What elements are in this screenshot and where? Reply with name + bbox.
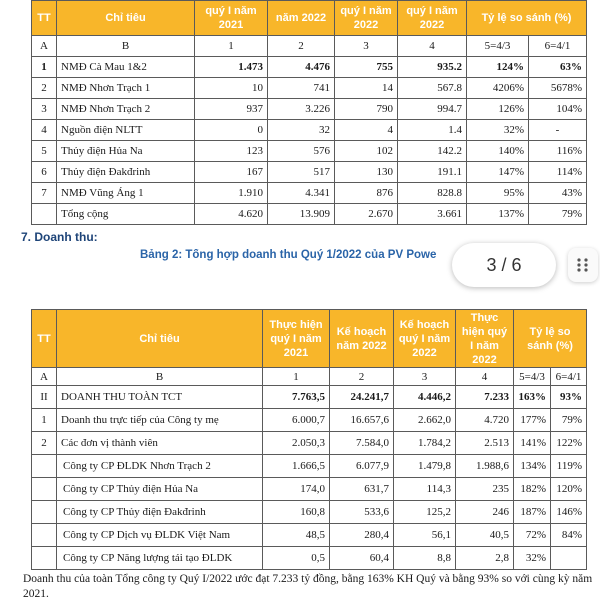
row-ratio: 163% xyxy=(514,386,551,409)
row-name: NMĐ Nhơn Trạch 2 xyxy=(57,99,195,120)
row-name: Công ty CP Dịch vụ ĐLDK Việt Nam xyxy=(57,524,263,547)
row-value: 2.050,3 xyxy=(263,432,330,455)
row-value: 517 xyxy=(268,162,335,183)
row-ratio xyxy=(551,547,587,570)
row-value: 7.233 xyxy=(456,386,514,409)
row-name: Các đơn vị thành viên xyxy=(57,432,263,455)
row-value: 4.446,2 xyxy=(394,386,456,409)
index-cell: B xyxy=(57,36,195,57)
row-value: 6.077,9 xyxy=(330,455,394,478)
row-value: 576 xyxy=(268,141,335,162)
row-value: 2.670 xyxy=(335,204,398,225)
row-ratio: 140% xyxy=(467,141,529,162)
row-value: 48,5 xyxy=(263,524,330,547)
row-tt xyxy=(32,455,57,478)
row-value: 191.1 xyxy=(398,162,467,183)
row-ratio: 95% xyxy=(467,183,529,204)
table-row-total xyxy=(32,204,587,225)
row-value: 2.513 xyxy=(456,432,514,455)
row-value: 790 xyxy=(335,99,398,120)
row-tt xyxy=(32,478,57,501)
row-ratio: 137% xyxy=(467,204,529,225)
row-ratio: 141% xyxy=(514,432,551,455)
row-ratio: 63% xyxy=(529,57,587,78)
row-value: 114,3 xyxy=(394,478,456,501)
index-cell: 1 xyxy=(195,36,268,57)
index-cell: 5=4/3 xyxy=(514,368,551,386)
row-value: 1.910 xyxy=(195,183,268,204)
table-row xyxy=(32,478,587,501)
row-name: NMĐ Vũng Áng 1 xyxy=(57,183,195,204)
row-ratio: 72% xyxy=(514,524,551,547)
table-row xyxy=(32,57,587,78)
table-row xyxy=(32,78,587,99)
index-cell: 2 xyxy=(268,36,335,57)
row-value: 125,2 xyxy=(394,501,456,524)
table-row xyxy=(32,99,587,120)
table-row xyxy=(32,455,587,478)
page-indicator[interactable] xyxy=(452,243,556,287)
index-cell: 3 xyxy=(394,368,456,386)
row-ratio: 116% xyxy=(529,141,587,162)
row-value: 7.584,0 xyxy=(330,432,394,455)
table1-header-row xyxy=(32,1,587,36)
row-value: 3.226 xyxy=(268,99,335,120)
row-ratio: 79% xyxy=(529,204,587,225)
row-value: 4.620 xyxy=(195,204,268,225)
row-value: 3.661 xyxy=(398,204,467,225)
row-value: 102 xyxy=(335,141,398,162)
table2-index-row xyxy=(32,368,587,386)
header-tt: TT xyxy=(32,310,57,368)
row-ratio: 32% xyxy=(514,547,551,570)
row-value: 60,4 xyxy=(330,547,394,570)
header-tt: TT xyxy=(32,1,57,36)
row-ratio: 84% xyxy=(551,524,587,547)
more-options-button[interactable] xyxy=(568,248,598,282)
generation-table xyxy=(31,0,587,225)
table1-index-row xyxy=(32,36,587,57)
row-value: 24.241,7 xyxy=(330,386,394,409)
header-actual-q1-2022: quý I năm 2022 xyxy=(398,1,467,36)
row-name: Nguồn điện NLTT xyxy=(57,120,195,141)
row-value: 0,5 xyxy=(263,547,330,570)
row-value: 235 xyxy=(456,478,514,501)
row-value: 828.8 xyxy=(398,183,467,204)
row-tt: 6 xyxy=(32,162,57,183)
table2-caption: Bảng 2: Tổng hợp doanh thu Quý 1/2022 của PV Powe xyxy=(140,249,437,261)
row-value: 1.988,6 xyxy=(456,455,514,478)
row-name: Thủy điện Đakđrinh xyxy=(57,162,195,183)
header-ratio: Tỷ lệ so sánh (%) xyxy=(514,310,587,368)
row-value: 0 xyxy=(195,120,268,141)
table-row xyxy=(32,524,587,547)
row-name: Thủy điện Hủa Na xyxy=(57,141,195,162)
row-value: 130 xyxy=(335,162,398,183)
table-row xyxy=(32,120,587,141)
row-tt xyxy=(32,524,57,547)
row-tt xyxy=(32,204,57,225)
table-row xyxy=(32,432,587,455)
row-tt xyxy=(32,547,57,570)
row-value: 1.666,5 xyxy=(263,455,330,478)
header-actual-q1-2022: Thực hiện quý I năm 2022 xyxy=(456,310,514,368)
row-ratio: 134% xyxy=(514,455,551,478)
row-tt xyxy=(32,501,57,524)
row-tt: 1 xyxy=(32,57,57,78)
header-plan-q1-2022: Kế hoạch quý I năm 2022 xyxy=(394,310,456,368)
section-title: 7. Doanh thu: xyxy=(21,230,98,244)
row-ratio: 147% xyxy=(467,162,529,183)
index-cell: 2 xyxy=(330,368,394,386)
row-ratio: 126% xyxy=(467,99,529,120)
row-ratio: 4206% xyxy=(467,78,529,99)
page-indicator-label: 3 / 6 xyxy=(486,254,522,275)
row-ratio: 114% xyxy=(529,162,587,183)
row-value: 4.720 xyxy=(456,409,514,432)
row-value: 935.2 xyxy=(398,57,467,78)
row-ratio: - xyxy=(529,120,587,141)
index-cell: 4 xyxy=(398,36,467,57)
row-tt: 3 xyxy=(32,99,57,120)
row-value: 10 xyxy=(195,78,268,99)
row-tt: 2 xyxy=(32,432,57,455)
row-value: 14 xyxy=(335,78,398,99)
row-tt: 2 xyxy=(32,78,57,99)
row-value: 1.4 xyxy=(398,120,467,141)
row-ratio: 122% xyxy=(551,432,587,455)
index-cell: 6=4/1 xyxy=(529,36,587,57)
row-ratio: 187% xyxy=(514,501,551,524)
row-value: 13.909 xyxy=(268,204,335,225)
row-value: 755 xyxy=(335,57,398,78)
row-ratio: 43% xyxy=(529,183,587,204)
row-tt: 4 xyxy=(32,120,57,141)
header-actual-q1-2021: Thực hiện quý I năm 2021 xyxy=(263,310,330,368)
row-value: 1.473 xyxy=(195,57,268,78)
row-value: 246 xyxy=(456,501,514,524)
index-cell: 4 xyxy=(456,368,514,386)
row-tt: 5 xyxy=(32,141,57,162)
table-row xyxy=(32,183,587,204)
row-value: 4.476 xyxy=(268,57,335,78)
header-ratio: Tỷ lệ so sánh (%) xyxy=(467,1,587,36)
index-cell: 6=4/1 xyxy=(551,368,587,386)
row-value: 876 xyxy=(335,183,398,204)
row-name: Công ty CP Thủy điện Hủa Na xyxy=(57,478,263,501)
index-cell: A xyxy=(32,368,57,386)
row-value: 174,0 xyxy=(263,478,330,501)
row-value: 56,1 xyxy=(394,524,456,547)
header-indicator: Chỉ tiêu xyxy=(57,1,195,36)
row-name: Công ty CP Năng lượng tái tạo ĐLDK xyxy=(57,547,263,570)
header-actual-q1-2021: quý I năm 2021 xyxy=(195,1,268,36)
header-plan-2022: Kế hoạch năm 2022 xyxy=(330,310,394,368)
row-value: 994.7 xyxy=(398,99,467,120)
row-ratio: 32% xyxy=(467,120,529,141)
row-ratio: 119% xyxy=(551,455,587,478)
header-plan-q1-2022: quý I năm 2022 xyxy=(335,1,398,36)
index-cell: 5=4/3 xyxy=(467,36,529,57)
row-name: Tổng cộng xyxy=(57,204,195,225)
table-row-total xyxy=(32,386,587,409)
row-value: 16.657,6 xyxy=(330,409,394,432)
row-name: NMĐ Cà Mau 1&2 xyxy=(57,57,195,78)
index-cell: A xyxy=(32,36,57,57)
row-name: Công ty CP Thủy điện Đakđrinh xyxy=(57,501,263,524)
row-value: 142.2 xyxy=(398,141,467,162)
row-value: 123 xyxy=(195,141,268,162)
row-value: 1.784,2 xyxy=(394,432,456,455)
revenue-table xyxy=(31,309,587,570)
row-ratio: 177% xyxy=(514,409,551,432)
table-row xyxy=(32,501,587,524)
row-value: 4 xyxy=(335,120,398,141)
row-value: 32 xyxy=(268,120,335,141)
row-name: Doanh thu trực tiếp của Công ty mẹ xyxy=(57,409,263,432)
revenue-summary-paragraph: Doanh thu của toàn Tổng công ty Quý I/2022 ước đạt 7.233 tỷ đồng, bằng 163% KH Quý và bằng 93% so với cùng kỳ năm 2021. xyxy=(23,573,593,600)
row-ratio: 79% xyxy=(551,409,587,432)
index-cell: 1 xyxy=(263,368,330,386)
row-ratio: 146% xyxy=(551,501,587,524)
row-ratio: 120% xyxy=(551,478,587,501)
index-cell: 3 xyxy=(335,36,398,57)
index-cell: B xyxy=(57,368,263,386)
row-value: 8,8 xyxy=(394,547,456,570)
row-value: 2,8 xyxy=(456,547,514,570)
row-name: NMĐ Nhơn Trạch 1 xyxy=(57,78,195,99)
table-row xyxy=(32,409,587,432)
row-value: 567.8 xyxy=(398,78,467,99)
row-value: 741 xyxy=(268,78,335,99)
row-tt: II xyxy=(32,386,57,409)
table2-header-row xyxy=(32,310,587,368)
row-tt: 1 xyxy=(32,409,57,432)
row-value: 40,5 xyxy=(456,524,514,547)
row-value: 160,8 xyxy=(263,501,330,524)
row-ratio: 182% xyxy=(514,478,551,501)
row-value: 4.341 xyxy=(268,183,335,204)
row-value: 1.479,8 xyxy=(394,455,456,478)
row-value: 533,6 xyxy=(330,501,394,524)
row-value: 937 xyxy=(195,99,268,120)
table-row xyxy=(32,141,587,162)
row-ratio: 124% xyxy=(467,57,529,78)
row-value: 631,7 xyxy=(330,478,394,501)
row-value: 7.763,5 xyxy=(263,386,330,409)
row-ratio: 104% xyxy=(529,99,587,120)
row-name: Công ty CP ĐLDK Nhơn Trạch 2 xyxy=(57,455,263,478)
header-indicator: Chỉ tiêu xyxy=(57,310,263,368)
table-row xyxy=(32,162,587,183)
row-ratio: 93% xyxy=(551,386,587,409)
row-ratio: 5678% xyxy=(529,78,587,99)
header-plan-2022: năm 2022 xyxy=(268,1,335,36)
row-value: 6.000,7 xyxy=(263,409,330,432)
row-value: 167 xyxy=(195,162,268,183)
row-name: DOANH THU TOÀN TCT xyxy=(57,386,263,409)
row-value: 2.662,0 xyxy=(394,409,456,432)
table-row xyxy=(32,547,587,570)
row-value: 280,4 xyxy=(330,524,394,547)
row-tt: 7 xyxy=(32,183,57,204)
more-vert-icon xyxy=(575,257,591,273)
